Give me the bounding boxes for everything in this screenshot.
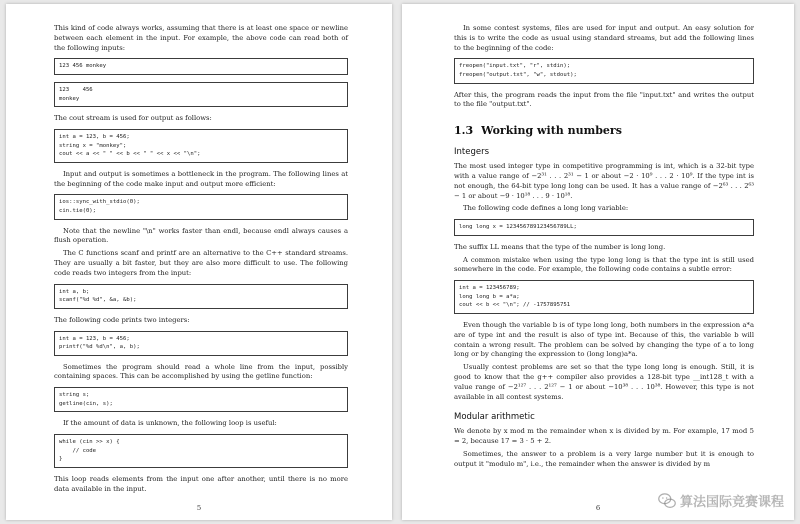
paragraph: Note that the newline "\n" works faster than endl, because endl always causes a flush operation. (54, 226, 348, 245)
code-line: 123 456 monkey (59, 63, 107, 70)
code-line: monkey (59, 95, 80, 102)
paragraph: Usually contest problems are set so that the type long long is enough. Still, it is good to know that the g++ compiler also provides a 128-bit type __int128_t with a value range of −2¹²⁷ . . . 2¹²⁷ − 1 or about −10³⁸ . . . 10³⁸. However, this type is not available in all contest systems. (454, 363, 754, 401)
right-page (402, 4, 794, 520)
code-line: getline(cin, s); (59, 400, 113, 407)
code-line: int a = 123, b = 456; (59, 335, 130, 342)
code-block (454, 58, 754, 83)
page-number: 6 (595, 504, 601, 512)
paragraph: The C functions scanf and printf are an alternative to the C++ standard streams. They are usually a bit faster, but they are also more difficult to use. The following code reads two integers from the input: (54, 249, 348, 277)
code-line: int a = 123456789; (459, 285, 520, 292)
watermark (658, 491, 784, 510)
code-block (54, 58, 348, 75)
code-line: long long x = 123456789123456789LL; (459, 224, 577, 231)
code-line: 123 456 (59, 86, 93, 93)
section-number: 1.3 (454, 124, 474, 138)
paragraph: Input and output is sometimes a bottleneck in the program. The following lines at the beginning of the code make input and output more efficient: (54, 169, 348, 188)
code-line: int a, b; (59, 288, 90, 295)
code-block (54, 331, 348, 356)
right-page-content (454, 24, 754, 472)
code-block (54, 284, 348, 309)
code-line: while (cin >> x) { (59, 439, 120, 446)
code-block (54, 194, 348, 219)
section-heading (454, 124, 754, 137)
paragraph: The cout stream is used for output as follows: (54, 114, 212, 123)
code-block (54, 434, 348, 468)
left-page-content (54, 24, 348, 498)
code-block (54, 387, 348, 412)
code-line: long long b = a*a; (459, 293, 520, 300)
paragraph: In some contest systems, files are used for input and output. An easy solution for this is to write the code as usual using standard streams, but add the following lines to the beginning of the code: (454, 24, 754, 52)
page-number: 5 (196, 504, 202, 512)
paragraph: If the amount of data is unknown, the following loop is useful: (63, 419, 277, 428)
subsection-heading: Modular arithmetic (454, 412, 535, 423)
code-line: ios::sync_with_stdio(0); (59, 199, 140, 206)
code-line: } (59, 456, 63, 463)
code-line: string s; (59, 392, 90, 399)
paragraph: The following code defines a long long variable: (463, 204, 629, 213)
paragraph: This loop reads elements from the input one after another, until there is no more data available in the input. (54, 475, 348, 493)
subsection-heading: Integers (454, 147, 490, 158)
code-line: freopen("input.txt", "r", stdin); (459, 63, 571, 70)
section-title: Working with numbers (481, 124, 622, 138)
code-line: int a = 123, b = 456; (59, 133, 130, 140)
code-line: freopen("output.txt", "w", stdout); (459, 71, 577, 78)
paragraph: Even though the variable b is of type long long, both numbers in the expression a*a are of type int and the result is also of type int. Because of this, the variable b will contain a wrong result. The problem can be solved by changing the type of a to long long or by changing the expression to (long long)a*a. (454, 320, 754, 359)
watermark-text: 算法国际竞赛课程 (679, 495, 784, 510)
wechat-icon (658, 492, 676, 510)
code-line: printf("%d %d\n", a, b); (59, 344, 140, 351)
paragraph: We denote by x mod m the remainder when x is divided by m. For example, 17 mod 5 = 2, because 17 = 3 · 5 + 2. (454, 427, 754, 446)
code-block (54, 129, 348, 163)
paragraph: The following code prints two integers: (54, 315, 190, 324)
paragraph: Sometimes, the answer to a problem is a very large number but it is enough to output it "modulo m", i.e., the remainder when the answer is divided by m (454, 449, 754, 468)
code-line: string x = "monkey"; (59, 142, 127, 149)
code-line: scanf("%d %d", &a, &b); (59, 297, 137, 304)
code-line: // code (59, 447, 97, 454)
paragraph: After this, the program reads the input from the file "input.txt" and writes the output to the file "output.txt". (454, 90, 754, 109)
code-block (54, 82, 348, 107)
code-block (454, 280, 754, 314)
code-block (454, 219, 754, 236)
code-line: cout << b << "\n"; // -1757895751 (459, 302, 571, 309)
code-line: cout << a << " " << b << " " << x << "\n"; (59, 151, 201, 158)
paragraph: The most used integer type in competitive programming is int, which is a 32-bit type with a value range of −2³¹ . . . 2³¹ − 1 or about −2 · 10⁹ . . . 2 · 10⁹. If the type int is not enough, the 64-bit type long long can be used. It has a value range of −2⁶³ . . . 2⁶³ − 1 or about −9 · 10¹⁸ . . . 9 · 10¹⁸. (454, 162, 754, 200)
left-page (6, 4, 392, 520)
paragraph: A common mistake when using the type long long is that the type int is still used somewhere in the code. For example, the following code contains a subtle error: (454, 255, 754, 274)
paragraph: The suffix LL means that the type of the number is long long. (454, 242, 666, 251)
paragraph: This kind of code always works, assuming that there is at least one space or newline between each element in the input. For example, the above code can read both of the following inputs: (54, 24, 348, 52)
code-line: cin.tie(0); (59, 207, 97, 214)
paragraph: Sometimes the program should read a whole line from the input, possibly containing spaces. This can be accomplished by using the getline function: (54, 362, 348, 381)
